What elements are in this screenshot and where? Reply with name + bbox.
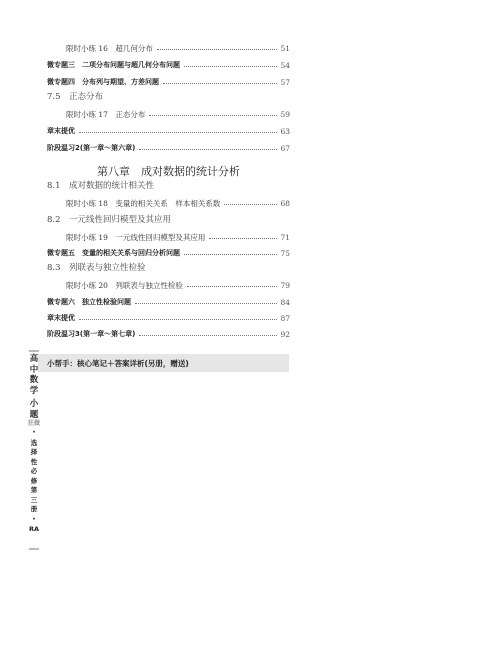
toc-leader-dots — [79, 319, 277, 320]
toc-entry — [66, 104, 290, 118]
toc-entry — [47, 308, 290, 322]
book-spine-title — [28, 354, 40, 535]
chapter-title: 第八章 成对数据的统计分析 — [97, 165, 240, 178]
toc-page-number: 92 — [280, 329, 290, 339]
toc-entry — [47, 55, 290, 69]
toc-entry-title: 8.3 列联表与独立性检验 — [47, 262, 146, 273]
toc-leader-dots — [224, 204, 277, 205]
spine-logo: 狂做 — [28, 420, 41, 427]
toc-entry-title: 限时小练 17 正态分布 — [66, 109, 146, 119]
toc-leader-dots — [135, 303, 277, 304]
toc-leader-dots — [187, 286, 278, 287]
toc-entry-title: 微专题四 分布列与期望、方差问题 — [47, 78, 159, 86]
toc-entry — [47, 292, 290, 306]
toc-page-number: 63 — [280, 126, 290, 136]
toc-section-heading — [47, 258, 290, 272]
spine-edition: RA — [28, 525, 40, 533]
toc-leader-dots — [139, 335, 277, 336]
spine-top-bar — [29, 350, 39, 352]
toc-entry-title: 限时小练 20 列联表与独立性检验 — [66, 280, 183, 290]
spine-char: 高 — [29, 354, 39, 364]
toc-entry-title: 限时小练 18 变量的相关关系 样本相关系数 — [66, 198, 221, 208]
toc-entry-title: 章末提优 — [47, 127, 75, 135]
toc-leader-dots — [149, 115, 277, 116]
toc-entry-title: 阶段温习3(第一章～第七章) — [47, 330, 136, 338]
toc-entry-title: 8.2 一元线性回归模型及其应用 — [47, 214, 172, 225]
toc-entry-title: 微专题六 独立性检验问题 — [47, 298, 131, 306]
toc-leader-dots — [209, 238, 277, 239]
toc-page-number: 68 — [280, 198, 290, 208]
toc-page-number: 57 — [280, 77, 290, 87]
spine-char: 三 — [30, 495, 38, 504]
toc-leader-dots — [157, 49, 278, 50]
toc-entry — [47, 72, 290, 86]
spine-char: 学 — [29, 385, 39, 396]
toc-section-heading — [47, 210, 290, 224]
spine-char: 选 — [30, 438, 38, 447]
toc-entry-title: 限时小练 19 一元线性回归模型及其应用 — [66, 232, 206, 242]
toc-page-number: 71 — [280, 232, 290, 242]
toc-entry — [66, 193, 290, 207]
toc-page-number: 59 — [280, 109, 290, 119]
toc-page-number: 54 — [280, 60, 290, 70]
spine-char: 性 — [30, 457, 38, 466]
toc-section-heading — [47, 87, 290, 101]
toc-page-number: 79 — [280, 280, 290, 290]
toc-page-number: 84 — [280, 297, 290, 307]
spine-char: 择 — [30, 448, 38, 456]
toc-entry-title: 微专题三 二项分布问题与超几何分布问题 — [47, 61, 180, 69]
spine-char: 第 — [30, 486, 38, 494]
toc-page-number: 75 — [280, 248, 290, 258]
toc-leader-dots — [163, 83, 277, 84]
toc-entry — [66, 275, 290, 289]
toc-leader-dots — [184, 254, 277, 255]
spine-char: 数 — [29, 375, 39, 385]
toc-leader-dots — [79, 132, 277, 133]
toc-leader-dots — [139, 149, 277, 150]
helper-banner — [38, 354, 289, 372]
spine-char: 必 — [30, 467, 38, 475]
toc-entry — [47, 243, 290, 257]
toc-entry — [66, 227, 290, 241]
toc-entry — [47, 121, 290, 135]
spine-bottom-bar — [29, 548, 39, 550]
toc-entry-title: 微专题五 变量的相关关系与回归分析问题 — [47, 249, 180, 257]
spine-char: 题 — [29, 409, 39, 420]
toc-page-number: 51 — [280, 43, 290, 53]
toc-entry-title: 限时小练 16 超几何分布 — [66, 43, 153, 53]
spine-char: 册 — [30, 505, 38, 513]
toc-entry — [47, 138, 290, 152]
toc-page-number: 67 — [280, 143, 290, 153]
toc-page-number: 87 — [280, 313, 290, 323]
toc-entry — [66, 38, 290, 52]
spine-char: 小 — [29, 399, 39, 409]
helper-banner-text: 小帮手：核心笔记＋答案详析(另册，赠送) — [47, 359, 189, 368]
toc-entry-title: 章末提优 — [47, 314, 75, 322]
spine-dot: · — [32, 428, 36, 438]
spine-char: 中 — [29, 364, 39, 375]
toc-entry-title: 阶段温习2(第一章～第六章) — [47, 144, 136, 152]
toc-entry-title: 7.5 正态分布 — [47, 91, 104, 102]
toc-entry-title: 8.1 成对数据的统计相关性 — [47, 180, 155, 191]
toc-entry — [47, 324, 290, 338]
spine-char: 修 — [30, 476, 38, 485]
spine-dot: · — [32, 514, 36, 525]
toc-leader-dots — [184, 66, 277, 67]
